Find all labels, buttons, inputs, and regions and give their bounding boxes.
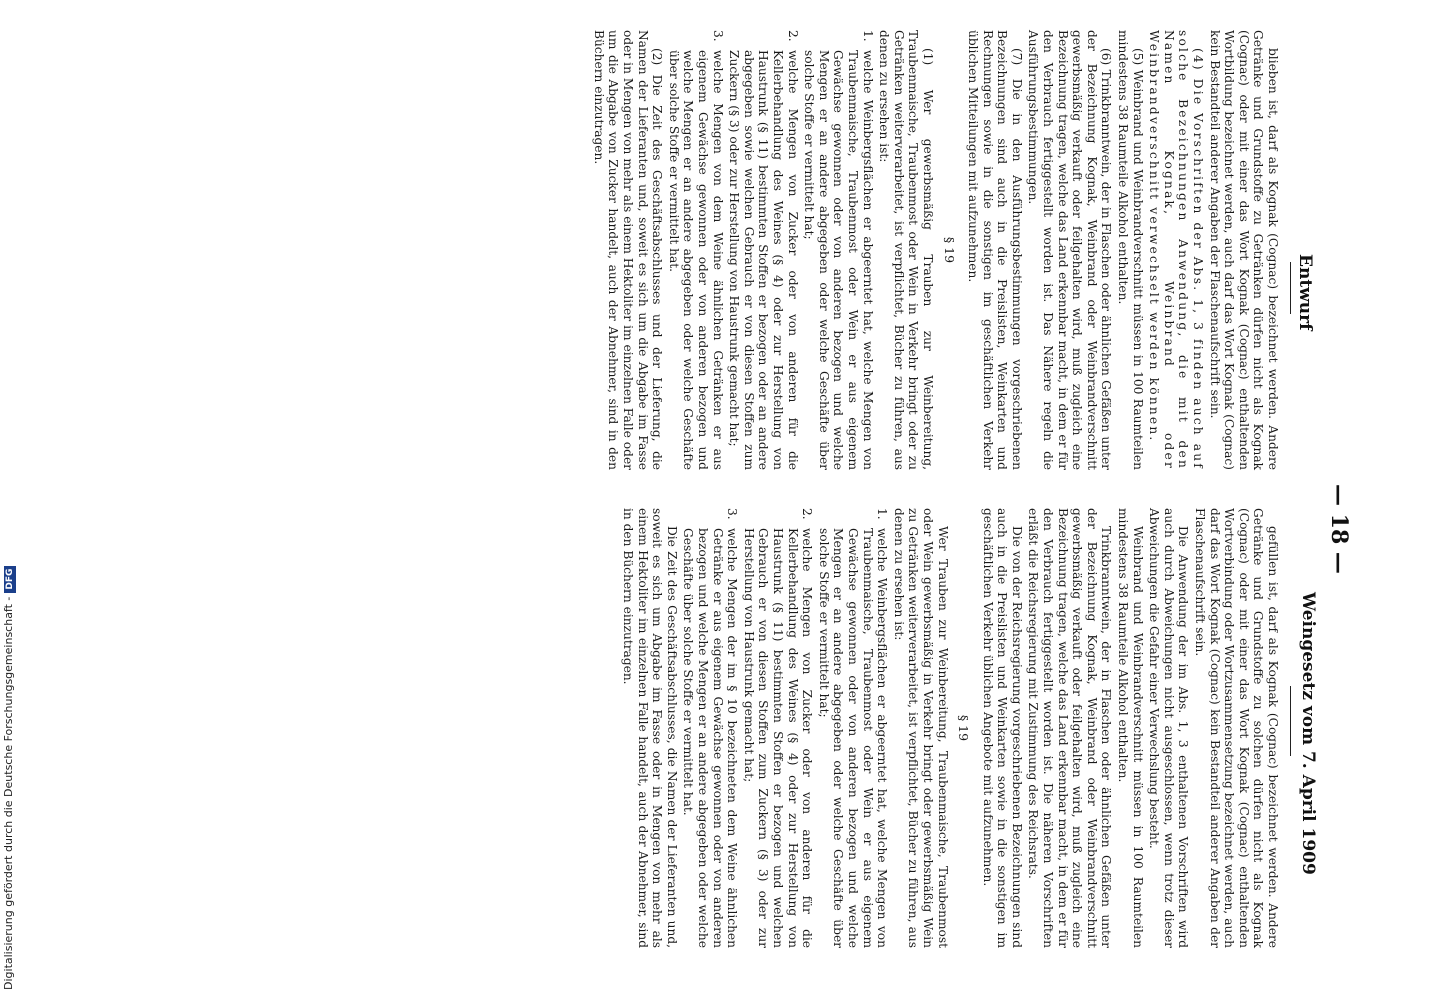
law-paragraph: Trinkbranntwein, der in Flaschen oder ähnlichen Gefäßen unter der Bezeichnung Kognak, Weinbrand oder Weinbrandverschnitt gewerbsmäßig verkauft oder feilgehalten wird, muß zugleich eine Bezeichnung tragen, welche das Land erkennbar macht, in dem er für den Verbrauch fertiggestellt worden ist. Die näheren Vorschriften erläßt die Reichsregierung mit Zustimmung des Reichsrats. [1026, 508, 1114, 948]
list-number: 1. [860, 30, 875, 42]
list-item [681, 508, 739, 948]
list-text: welche Weinbergsflächen er abgeerntet hat, welche Mengen von Traubenmaische, Traubenmost oder Wein er aus eigenem Gewächse gewonnen oder von anderen bezogen und welche Mengen er an andere abgegeben oder welche Geschäfte über solche Stoffe er vermittelt hat; [816, 528, 890, 948]
credit-text: Digitalisierung gefördert durch die Deutsche Forschungsgemeinschaft - [2, 596, 15, 990]
section-heading: § 19 [941, 236, 957, 264]
dfg-logo: DFG [4, 566, 16, 593]
list-number: 3. [725, 508, 740, 520]
draft-paragraph: (6) Trinkbranntwein, der in Flaschen oder ähnlichen Gefäßen unter der Bezeichnung Kognak, Weinbrand oder Weinbrandverschnitt gewerbsmäßig verkauft oder feilgehalten wird, muß zugleich eine Bezeichnung tragen, welche das Land erkennbar macht, in dem er für den Verbrauch fertiggestellt worden ist. Das Nähere regeln die Ausführungsbestimmungen. [1026, 30, 1114, 470]
list-number: 3. [710, 30, 725, 42]
draft-column [146, 30, 1280, 470]
list-item [741, 508, 814, 948]
left-column-header: Weingesetz vom 7. April 1909 [1298, 592, 1318, 875]
list-item [802, 30, 875, 470]
list-text: welche Mengen von Zucker oder von anderen für die Kellerbehandlung des Weines (§ 4) oder zur Herstellung von Haustrunk (§ 11) bestimmten Stoffen er bezogen oder an andere abgegeben sowie welchen Gebrauch er von diesen Stoffen zum Zuckern (§ 3) oder zur Herstellung von Haustrunk gemacht hat; [727, 50, 800, 470]
draft-paragraph: (4) Die Vorschriften der Abs. 1, 3 finden auch auf solche Bezeichnungen Anwendung, die mit den Namen Kognak, Weinbrand oder Weinbrandverschnitt verwechselt werden können. [1147, 30, 1206, 470]
list-text: welche Mengen von dem Weine ähnlichen Getränken er aus eigenem Gewächse gewonnen oder von anderen bezogen und welche Mengen er an andere abgegeben oder welche Geschäfte über solche Stoffe er vermittelt hat. [666, 50, 725, 470]
draft-paragraph: (2) Die Zeit des Geschäftsabschlusses und der Lieferung, die Namen der Lieferanten und, soweit es sich um die Abgabe im Fasse oder in Mengen von mehr als einem Hektoliter im einzelnen Falle oder um die Abgabe von Zucker handelt, auch der Abnehmer, sind in den Büchern einzutragen. [591, 30, 665, 470]
list-item [666, 30, 724, 470]
list-text: welche Mengen von Zucker oder von anderen für die Kellerbehandlung des Weines (§ 4) oder zur Herstellung von Haustrunk (§ 11) bestimmten Stoffen er bezogen und welchen Gebrauch er von diesen Stoffen zum Zuckern (§ 3) oder zur Herstellung von Haustrunk gemacht hat; [741, 528, 815, 948]
law-paragraph: Die von der Reichsregierung vorgeschriebenen Bezeichnungen sind auch in die Preislisten und Weinkarten sowie in die sonstigen im geschäftlichen Verkehr üblichen Angebote mit aufzunehmen. [980, 508, 1024, 948]
list-number: 2. [785, 30, 800, 42]
list-item [816, 508, 889, 948]
list-item [727, 30, 800, 470]
law-paragraph: Wer Trauben zur Weinbereitung, Traubenmaische, Traubenmost oder Wein gewerbsmäßig in Verkehr bringt oder gewerbsmäßig Wein zu Getränken weiterverarbeitet, ist verpflichtet, Bücher zu führen, aus denen zu ersehen ist: [891, 508, 950, 948]
page-number: — 18 — [1326, 484, 1352, 574]
section-heading: § 19 [956, 714, 972, 742]
draft-paragraph: (7) Die in den Ausführungsbestimmungen vorgeschriebenen Bezeichnungen sind auch in die Preislisten, Weinkarten und Rechnungen sowie in die sonstigen im geschäftlichen Verkehr üblichen Mitteilungen mit aufzunehmen. [966, 30, 1024, 470]
draft-paragraph: blieben ist, darf als Kognak (Cognac) bezeichnet werden. Andere Getränke und Grundstoffe zu Getränken dürfen nicht als Kognak (Cognac) oder mit einer das Wort Kognak (Cognac) enthaltenden Wortbildung bezeichnet werden, auch darf das Wort Kognak (Cognac) kein Bestandteil anderer Angaben der Flaschenaufschrift sein. [1207, 30, 1280, 470]
list-text: welche Weinbergsflächen er abgeerntet hat, welche Mengen von Traubenmaische, Traubenmost oder Wein er aus eigenem Gewächse gewonnen oder von anderen bezogen und welche Mengen er an andere abgegeben oder welche Geschäfte über solche Stoffe er vermittelt hat; [802, 50, 875, 470]
list-text: welche Mengen der im § 10 bezeichneten dem Weine ähnlichen Getränke er aus eigenem Gewächse gewonnen oder von anderen bezogen und welche Mengen er an andere abgegeben oder welche Geschäfte über solche Stoffe er vermittelt hat. [681, 528, 740, 948]
left-header-rule [1290, 686, 1291, 756]
draft-paragraph: (1) Wer gewerbsmäßig Trauben zur Weinbereitung, Traubenmaische, Traubenmost oder Wein in Verkehr bringt oder zu Getränken weiterverarbeitet, ist verpflichtet, Bücher zu führen, aus denen zu ersehen ist: [877, 30, 935, 470]
list-number: 1. [875, 508, 890, 520]
right-column-header: Entwurf [1295, 254, 1315, 331]
right-header-rule [1290, 262, 1291, 314]
law-paragraph: Weinbrand und Weinbrandverschnitt müssen in 100 Raumteilen mindestens 38 Raumteile Alkohol enthalten. [1116, 508, 1145, 948]
law-paragraph: Die Zeit des Geschäftsabschlusses, die Namen der Lieferanten und, soweit es sich um Abgabe im Fasse oder in Mengen von mehr als einem Hektoliter im einzelnen Falle handelt, auch der Abnehmer, sind in den Büchern einzutragen. [621, 508, 679, 948]
law-paragraph: gefüllen ist, darf als Kognak (Cognac) bezeichnet werden. Andere Getränke und Grundstoffe zu solchen dürfen nicht als Kognak (Cognac) oder mit einer das Wort Kognak (Cognac) enthaltenden Wortverbindung oder Wortzusammensetzung bezeichnet werden, auch darf das Wort Kognak (Cognac) kein Bestandteil anderer Angaben der Flaschenaufschrift sein. [1193, 508, 1280, 948]
law-paragraph: Die Anwendung der im Abs. 1, 3 enthaltenen Vorschriften wird auch durch Abweichungen nicht ausgeschlossen, wenn trotz dieser Abweichungen die Gefahr einer Verwechslung besteht. [1147, 508, 1191, 948]
law-1909-column [166, 508, 1280, 948]
list-number: 2. [800, 508, 815, 520]
draft-paragraph: (5) Weinbrand und Weinbrandverschnitt müssen in 100 Raumteilen mindestens 38 Raumteile Alkohol enthalten. [1116, 30, 1145, 470]
digitization-credit [2, 566, 16, 990]
